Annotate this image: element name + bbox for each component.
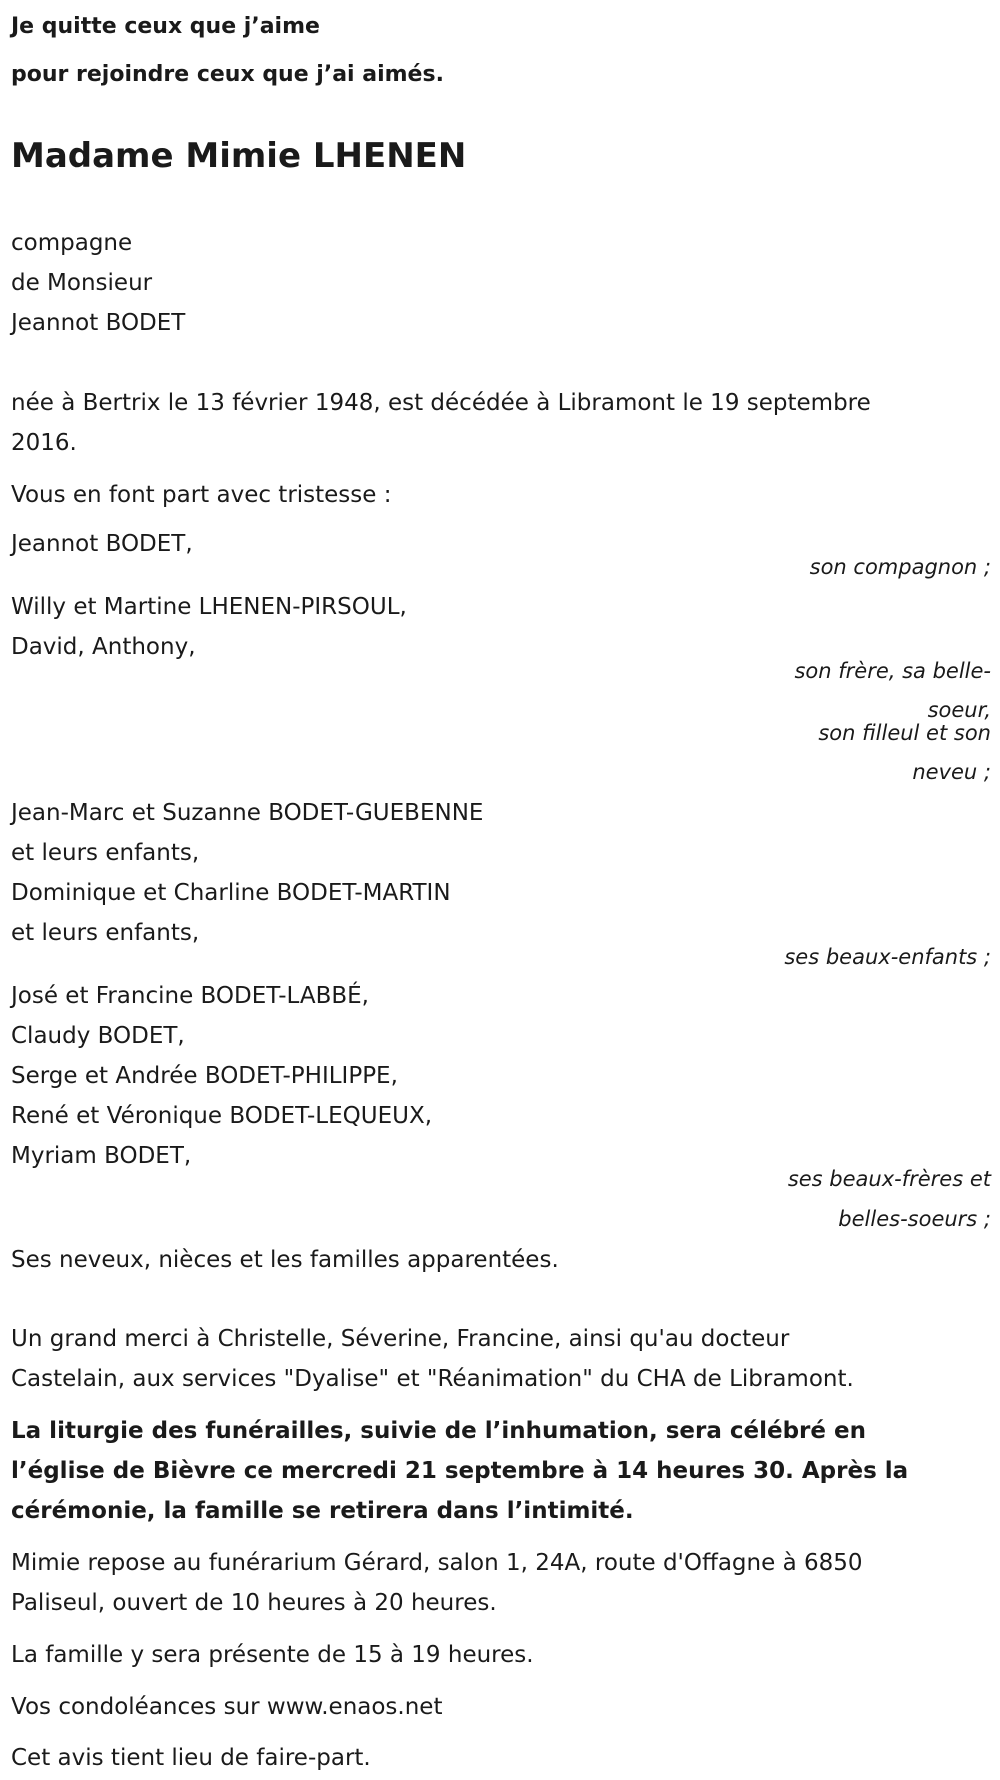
relation-label: ses beaux-enfants ; (784, 945, 991, 969)
relation-label: ses beaux-frères et (787, 1167, 991, 1191)
family-presence: La famille y sera présente de 15 à 19 heures. (11, 1642, 534, 1668)
family-name: et leurs enfants, (11, 920, 200, 946)
family-name: David, Anthony, (11, 634, 196, 660)
epigraph-line-2: pour rejoindre ceux que j’ai aimés. (11, 62, 444, 87)
relation-label: son filleul et son (818, 721, 991, 745)
notice-text: Cet avis tient lieu de faire-part. (11, 1745, 371, 1771)
family-name: René et Véronique BODET-LEQUEUX, (11, 1103, 433, 1129)
birth-death-line-2: 2016. (11, 430, 77, 456)
epigraph-line-1: Je quitte ceux que j’aime (11, 14, 320, 39)
family-name: Jean-Marc et Suzanne BODET-GUEBENNE (11, 800, 484, 826)
family-name: et leurs enfants, (11, 840, 200, 866)
rest-line-2: Paliseul, ouvert de 10 heures à 20 heures. (11, 1590, 497, 1616)
family-name: Jeannot BODET, (11, 531, 193, 557)
funeral-line-3: cérémonie, la famille se retirera dans l’intimité. (11, 1498, 634, 1524)
family-name: José et Francine BODET-LABBÉ, (11, 983, 369, 1009)
announcement: Vous en font part avec tristesse : (11, 482, 392, 508)
funeral-line-1: La liturgie des funérailles, suivie de l’inhumation, sera célébré en (11, 1418, 866, 1444)
family-name: Willy et Martine LHENEN-PIRSOUL, (11, 594, 407, 620)
birth-death-line-1: née à Bertrix le 13 février 1948, est décédée à Libramont le 19 septembre (11, 390, 871, 416)
family-name: Dominique et Charline BODET-MARTIN (11, 880, 451, 906)
family-name: Claudy BODET, (11, 1023, 185, 1049)
relation-label: belles-soeurs ; (838, 1207, 991, 1231)
family-name: Myriam BODET, (11, 1143, 192, 1169)
funeral-line-2: l’église de Bièvre ce mercredi 21 septembre à 14 heures 30. Après la (11, 1458, 909, 1484)
rest-line-1: Mimie repose au funérarium Gérard, salon 1, 24A, route d'Offagne à 6850 (11, 1550, 863, 1576)
relation-label: neveu ; (912, 760, 991, 784)
partner-line-1: compagne (11, 230, 133, 256)
relation-label: son frère, sa belle- (794, 659, 991, 683)
relation-label: soeur, (927, 698, 991, 722)
partner-line-2: de Monsieur (11, 270, 153, 296)
condolences-text: Vos condoléances sur www.enaos.net (11, 1694, 443, 1720)
partner-line-3: Jeannot BODET (11, 310, 186, 336)
other-relatives: Ses neveux, nièces et les familles apparentées. (11, 1247, 559, 1273)
thanks-line-1: Un grand merci à Christelle, Séverine, Francine, ainsi qu'au docteur (11, 1326, 790, 1352)
family-name: Serge et Andrée BODET-PHILIPPE, (11, 1063, 398, 1089)
thanks-line-2: Castelain, aux services "Dyalise" et "Réanimation" du CHA de Libramont. (11, 1366, 854, 1392)
relation-label: son compagnon ; (809, 555, 991, 579)
deceased-name: Madame Mimie LHENEN (11, 136, 467, 176)
